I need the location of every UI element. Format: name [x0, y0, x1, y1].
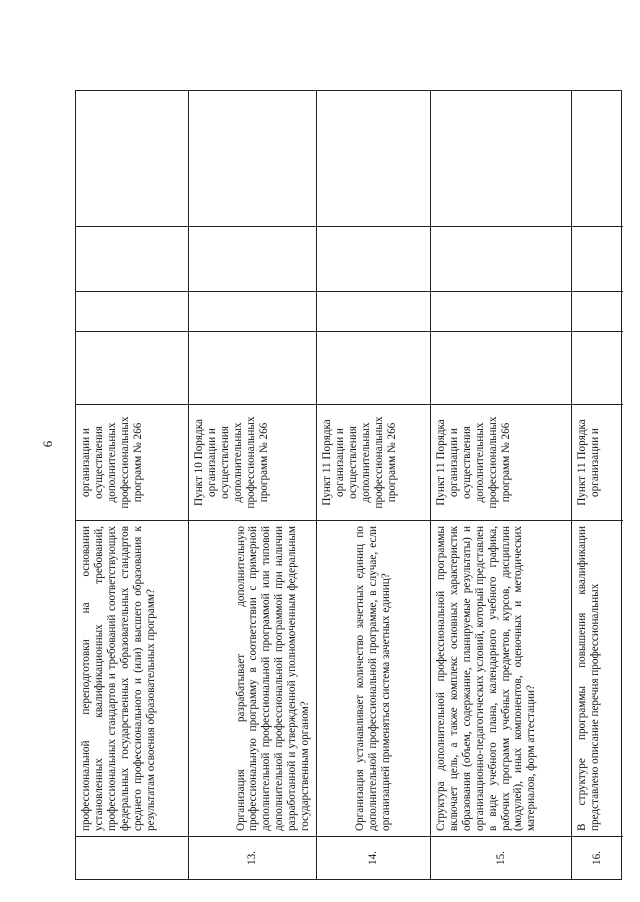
empty-cell [189, 227, 316, 292]
table-row [316, 91, 430, 879]
empty-cell [76, 332, 188, 405]
reference-cell [76, 405, 188, 521]
row-number-cell [572, 837, 623, 879]
question-cell [76, 521, 188, 837]
reference-cell [431, 405, 571, 521]
reference-text: Пункт 11 Порядка организации и [576, 419, 601, 506]
reference-text: Пункт 11 Порядка организации и осуществления дополнительных профессиональных программ № 266 [435, 416, 512, 509]
row-number-cell [317, 837, 430, 879]
row-number: 16. [591, 851, 604, 865]
empty-cell [76, 227, 188, 292]
question-cell [317, 521, 430, 837]
empty-cell [76, 89, 188, 227]
empty-cell [189, 332, 316, 405]
question-text: Организация разрабатывает дополнительную профессиональную программу в соответствии с примерной дополнительной профессиональной программой или типовой дополнительной профессиональной программой при наличии разработанной и утвержденной уполномоченным федеральным государственным органом? [234, 526, 312, 831]
reference-text: Пункт 11 Порядка организации и осуществления дополнительных профессиональных программ № 266 [321, 416, 398, 509]
reference-cell [189, 405, 316, 521]
empty-cell [431, 332, 571, 405]
table-row [571, 91, 623, 879]
question-text: профессиональной переподготовки на основании установленных квалификационных требований, профессиональных стандартов и требований соответствующих федеральных государственных образовательных стандартов среднего профессионального и (или) высшего образования к результатам освоения образовательных программ? [80, 526, 157, 831]
empty-cell [431, 292, 571, 332]
empty-cell [317, 332, 430, 405]
empty-cell [572, 227, 623, 292]
question-cell [572, 521, 623, 837]
question-text: Структура дополнительной профессиональной программы включает цель, а также комплекс основных характеристик образования (объем, содержание, планируемые результаты) и организационно-педагогических условий, который представлен в виде учебного плана, календарного учебного графика, рабочих программ учебных предметов, курсов, дисциплин (модулей), иных компонентов, оценочных и методических материалов, форм аттестации? [435, 526, 538, 831]
reference-text: Пункт 10 Порядка организации и осуществления дополнительных профессиональных программ № 266 [193, 416, 270, 509]
table-row [430, 91, 571, 879]
reference-cell [572, 405, 623, 521]
empty-cell [189, 292, 316, 332]
question-text: Организация устанавливает количество зачетных единиц по дополнительной профессиональной программе, в случае, если организацией применяться система зачетных единиц? [354, 526, 392, 831]
empty-cell [317, 89, 430, 227]
empty-cell [317, 227, 430, 292]
row-number-cell [431, 837, 571, 879]
reference-text: организации и осуществления дополнительных профессиональных программ № 266 [80, 416, 144, 509]
table-row [76, 91, 188, 879]
empty-cell [189, 89, 316, 227]
checklist-table [75, 90, 622, 880]
empty-cell [431, 227, 571, 292]
empty-cell [572, 89, 623, 227]
row-number-cell [76, 837, 188, 879]
table-row [188, 91, 316, 879]
empty-cell [317, 292, 430, 332]
empty-cell [572, 292, 623, 332]
empty-cell [431, 89, 571, 227]
row-number: 15. [494, 851, 507, 865]
row-number: 14. [367, 851, 380, 865]
reference-cell [317, 405, 430, 521]
empty-cell [76, 292, 188, 332]
question-cell [431, 521, 571, 837]
row-number: 13. [246, 851, 259, 865]
row-number-cell [189, 837, 316, 879]
page-number: 6 [40, 440, 55, 448]
question-cell [189, 521, 316, 837]
question-text: В структуре программы повышения квалификации представлено описание перечня профессиональных [576, 526, 601, 831]
empty-cell [572, 332, 623, 405]
